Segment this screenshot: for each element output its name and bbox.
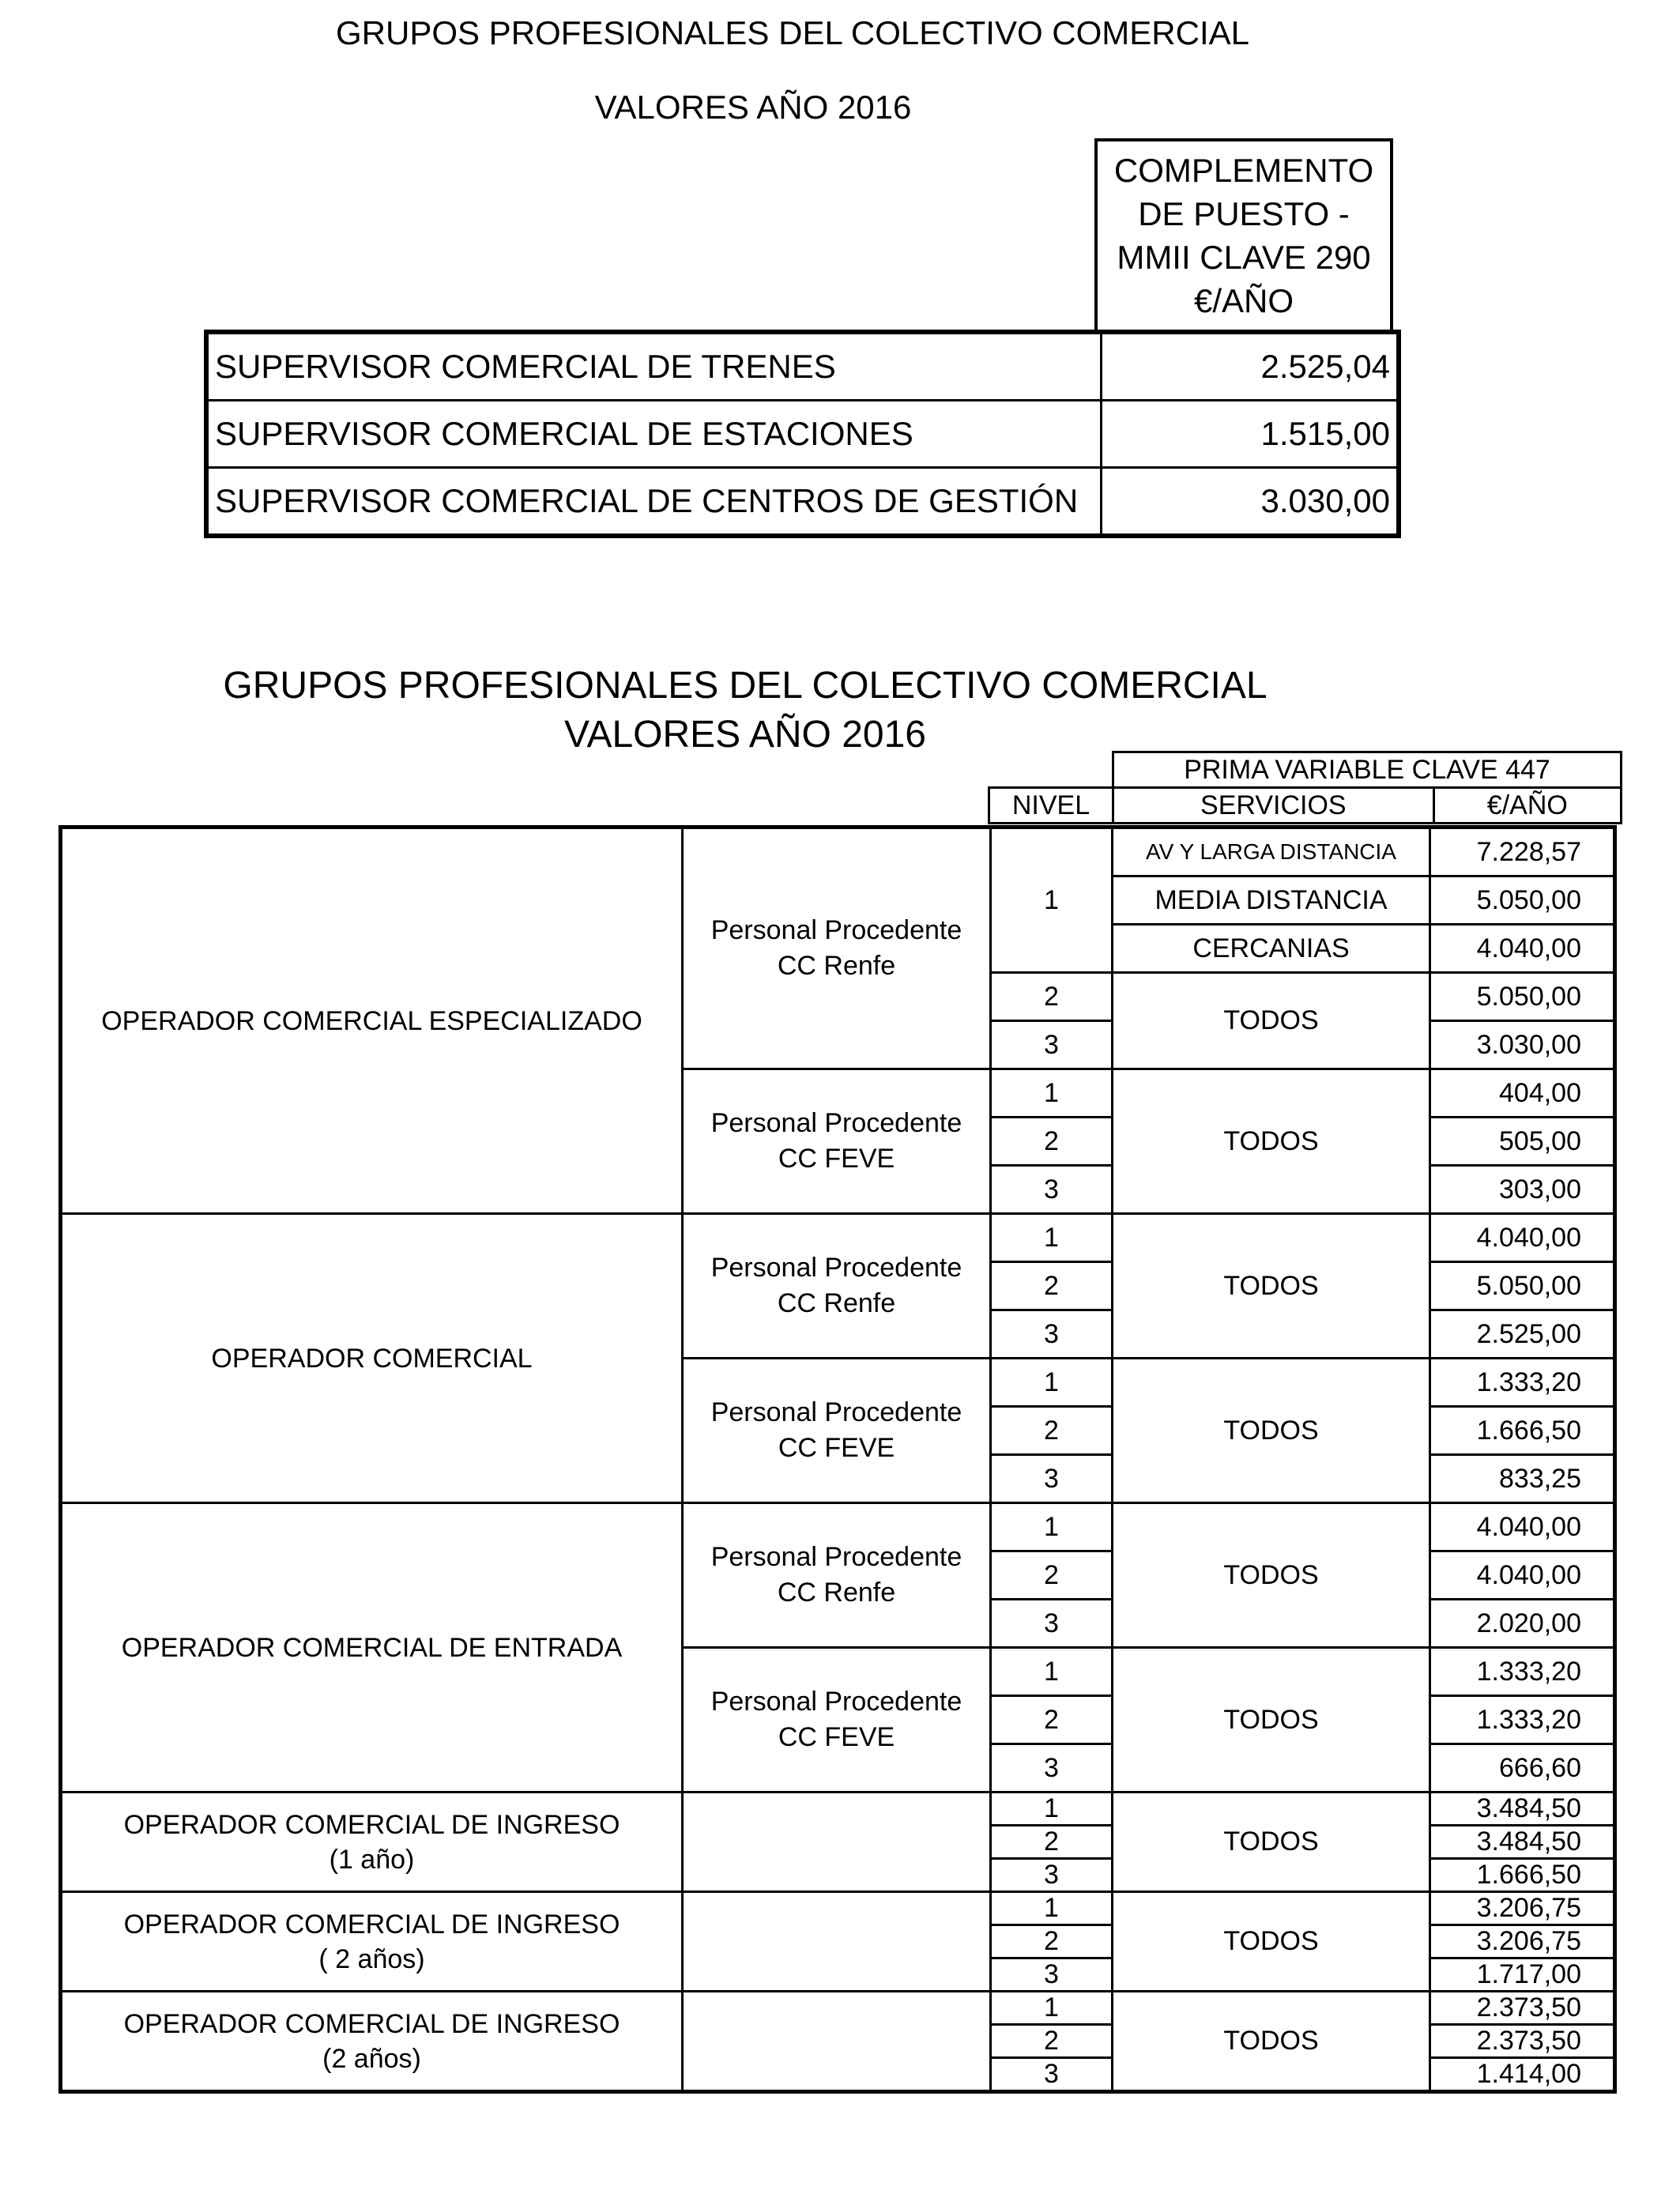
- table-row: [61, 1793, 1615, 1826]
- category-line: OPERADOR COMERCIAL DE INGRESO: [123, 2009, 620, 2039]
- value-cell: 2.373,50: [1430, 2025, 1615, 2058]
- value-cell: 5.050,00: [1430, 973, 1615, 1021]
- row-label: SUPERVISOR COMERCIAL DE TRENES: [206, 332, 1102, 401]
- table1-subtitle: VALORES AÑO 2016: [594, 89, 912, 126]
- header-spacer: [989, 752, 1113, 788]
- table1-header-line: DE PUESTO -: [1138, 195, 1350, 232]
- origin-line: CC FEVE: [778, 1433, 895, 1463]
- nivel-cell: 1: [991, 1892, 1113, 1925]
- service-cell: TODOS: [1113, 1359, 1430, 1503]
- value-cell: 666,60: [1430, 1744, 1615, 1793]
- origin-cell: [683, 1069, 991, 1214]
- value-cell: 505,00: [1430, 1118, 1615, 1166]
- value-cell: 4.040,00: [1430, 1503, 1615, 1551]
- value-cell: 2.525,00: [1430, 1310, 1615, 1359]
- table2-header: [988, 751, 1622, 824]
- origin-cell-empty: [683, 1992, 991, 2092]
- value-cell: 1.717,00: [1430, 1958, 1615, 1992]
- value-cell: 2.373,50: [1430, 1992, 1615, 2025]
- value-cell: 3.484,50: [1430, 1793, 1615, 1826]
- value-cell: 404,00: [1430, 1069, 1615, 1118]
- origin-cell-empty: [683, 1892, 991, 1992]
- nivel-cell: 2: [991, 973, 1113, 1021]
- value-cell: 1.333,20: [1430, 1696, 1615, 1744]
- table-row: [206, 401, 1399, 468]
- value-cell: 303,00: [1430, 1166, 1615, 1214]
- category-cell: OPERADOR COMERCIAL DE ENTRADA: [61, 1503, 683, 1793]
- value-cell: 2.020,00: [1430, 1600, 1615, 1648]
- value-cell: 3.206,75: [1430, 1892, 1615, 1925]
- value-cell: 4.040,00: [1430, 925, 1615, 973]
- nivel-cell: 2: [991, 1118, 1113, 1166]
- service-cell: TODOS: [1113, 1503, 1430, 1648]
- nivel-cell: 2: [991, 1696, 1113, 1744]
- row-value: 1.515,00: [1102, 401, 1399, 468]
- origin-line: Personal Procedente: [710, 1253, 962, 1283]
- nivel-cell: 1: [991, 1793, 1113, 1826]
- table-row: [61, 827, 1615, 876]
- table-row: [206, 468, 1399, 537]
- origin-cell: [683, 827, 991, 1069]
- origin-cell: [683, 1214, 991, 1359]
- service-cell: AV Y LARGA DISTANCIA: [1113, 827, 1430, 876]
- nivel-cell: 1: [991, 1648, 1113, 1696]
- table1-header-line: MMII CLAVE 290: [1117, 239, 1371, 276]
- value-cell: 5.050,00: [1430, 1262, 1615, 1310]
- nivel-header: NIVEL: [989, 788, 1113, 824]
- service-cell: MEDIA DISTANCIA: [1113, 876, 1430, 925]
- origin-line: CC Renfe: [777, 951, 896, 981]
- value-cell: 1.666,50: [1430, 1407, 1615, 1455]
- nivel-cell: 1: [991, 1214, 1113, 1262]
- nivel-cell: 3: [991, 1310, 1113, 1359]
- category-cell: [61, 1892, 683, 1992]
- table2: [58, 825, 1617, 2094]
- service-cell: TODOS: [1113, 1892, 1430, 1992]
- nivel-cell: 1: [991, 1992, 1113, 2025]
- category-cell: OPERADOR COMERCIAL: [61, 1214, 683, 1503]
- origin-line: Personal Procedente: [710, 1397, 962, 1427]
- nivel-cell: 3: [991, 1021, 1113, 1069]
- nivel-cell: 3: [991, 2058, 1113, 2092]
- value-cell: 7.228,57: [1430, 827, 1615, 876]
- nivel-cell: 2: [991, 2025, 1113, 2058]
- table2-subtitle: VALORES AÑO 2016: [563, 714, 926, 756]
- value-cell: 1.666,50: [1430, 1859, 1615, 1892]
- nivel-cell: 1: [991, 1503, 1113, 1551]
- nivel-cell: 2: [991, 1262, 1113, 1310]
- value-cell: 833,25: [1430, 1455, 1615, 1503]
- category-line: (1 año): [329, 1845, 415, 1875]
- origin-cell: [683, 1503, 991, 1648]
- origin-line: CC FEVE: [778, 1144, 895, 1174]
- eur-header: €/AÑO: [1433, 788, 1621, 824]
- service-cell: TODOS: [1113, 1648, 1430, 1793]
- category-cell: [61, 1793, 683, 1892]
- origin-line: Personal Procedente: [710, 1542, 962, 1572]
- origin-line: Personal Procedente: [710, 915, 962, 945]
- value-cell: 3.484,50: [1430, 1826, 1615, 1859]
- origin-line: CC FEVE: [778, 1722, 895, 1752]
- origin-line: CC Renfe: [777, 1288, 896, 1318]
- category-line: (2 años): [322, 2044, 421, 2074]
- category-line: ( 2 años): [318, 1944, 425, 1974]
- value-cell: 5.050,00: [1430, 876, 1615, 925]
- category-line: OPERADOR COMERCIAL DE INGRESO: [123, 1909, 620, 1940]
- table-row: [61, 1992, 1615, 2025]
- service-cell: TODOS: [1113, 1992, 1430, 2092]
- table1-header: [1094, 138, 1393, 330]
- value-cell: 3.206,75: [1430, 1925, 1615, 1958]
- row-value: 2.525,04: [1102, 332, 1399, 401]
- origin-line: CC Renfe: [777, 1578, 896, 1608]
- service-cell: TODOS: [1113, 1069, 1430, 1214]
- row-value: 3.030,00: [1102, 468, 1399, 537]
- nivel-cell: 3: [991, 1166, 1113, 1214]
- table-row: [61, 1503, 1615, 1551]
- table1-title: GRUPOS PROFESIONALES DEL COLECTIVO COMERCIAL: [335, 14, 1250, 51]
- row-label: SUPERVISOR COMERCIAL DE ESTACIONES: [206, 401, 1102, 468]
- nivel-cell: 3: [991, 1958, 1113, 1992]
- table1-header-line: €/AÑO: [1193, 282, 1294, 319]
- prima-header: PRIMA VARIABLE CLAVE 447: [1113, 752, 1622, 788]
- category-cell: [61, 1992, 683, 2092]
- category-cell: OPERADOR COMERCIAL ESPECIALIZADO: [61, 827, 683, 1214]
- nivel-cell: 3: [991, 1744, 1113, 1793]
- category-line: OPERADOR COMERCIAL DE INGRESO: [123, 1810, 620, 1840]
- service-cell: TODOS: [1113, 973, 1430, 1069]
- nivel-cell: 2: [991, 1826, 1113, 1859]
- service-cell: TODOS: [1113, 1793, 1430, 1892]
- nivel-cell: 2: [991, 1407, 1113, 1455]
- table2-title: GRUPOS PROFESIONALES DEL COLECTIVO COMERCIAL: [223, 665, 1268, 707]
- nivel-cell: 2: [991, 1551, 1113, 1600]
- value-cell: 1.333,20: [1430, 1359, 1615, 1407]
- table1-header-line: COMPLEMENTO: [1113, 152, 1374, 189]
- table1: [204, 330, 1401, 538]
- nivel-cell: 1: [991, 827, 1113, 973]
- nivel-cell: 3: [991, 1455, 1113, 1503]
- value-cell: 4.040,00: [1430, 1551, 1615, 1600]
- service-cell: CERCANIAS: [1113, 925, 1430, 973]
- table-row: [206, 332, 1399, 401]
- origin-cell-empty: [683, 1793, 991, 1892]
- origin-line: Personal Procedente: [710, 1687, 962, 1717]
- nivel-cell: 1: [991, 1359, 1113, 1407]
- service-cell: TODOS: [1113, 1214, 1430, 1359]
- nivel-cell: 2: [991, 1925, 1113, 1958]
- origin-line: Personal Procedente: [710, 1108, 962, 1138]
- value-cell: 3.030,00: [1430, 1021, 1615, 1069]
- row-label: SUPERVISOR COMERCIAL DE CENTROS DE GESTIÓN: [206, 468, 1102, 537]
- value-cell: 1.414,00: [1430, 2058, 1615, 2092]
- nivel-cell: 3: [991, 1859, 1113, 1892]
- origin-cell: [683, 1648, 991, 1793]
- nivel-cell: 3: [991, 1600, 1113, 1648]
- nivel-cell: 1: [991, 1069, 1113, 1118]
- origin-cell: [683, 1359, 991, 1503]
- value-cell: 4.040,00: [1430, 1214, 1615, 1262]
- table-row: [61, 1214, 1615, 1262]
- table-row: [61, 1892, 1615, 1925]
- servicios-header: SERVICIOS: [1113, 788, 1434, 824]
- value-cell: 1.333,20: [1430, 1648, 1615, 1696]
